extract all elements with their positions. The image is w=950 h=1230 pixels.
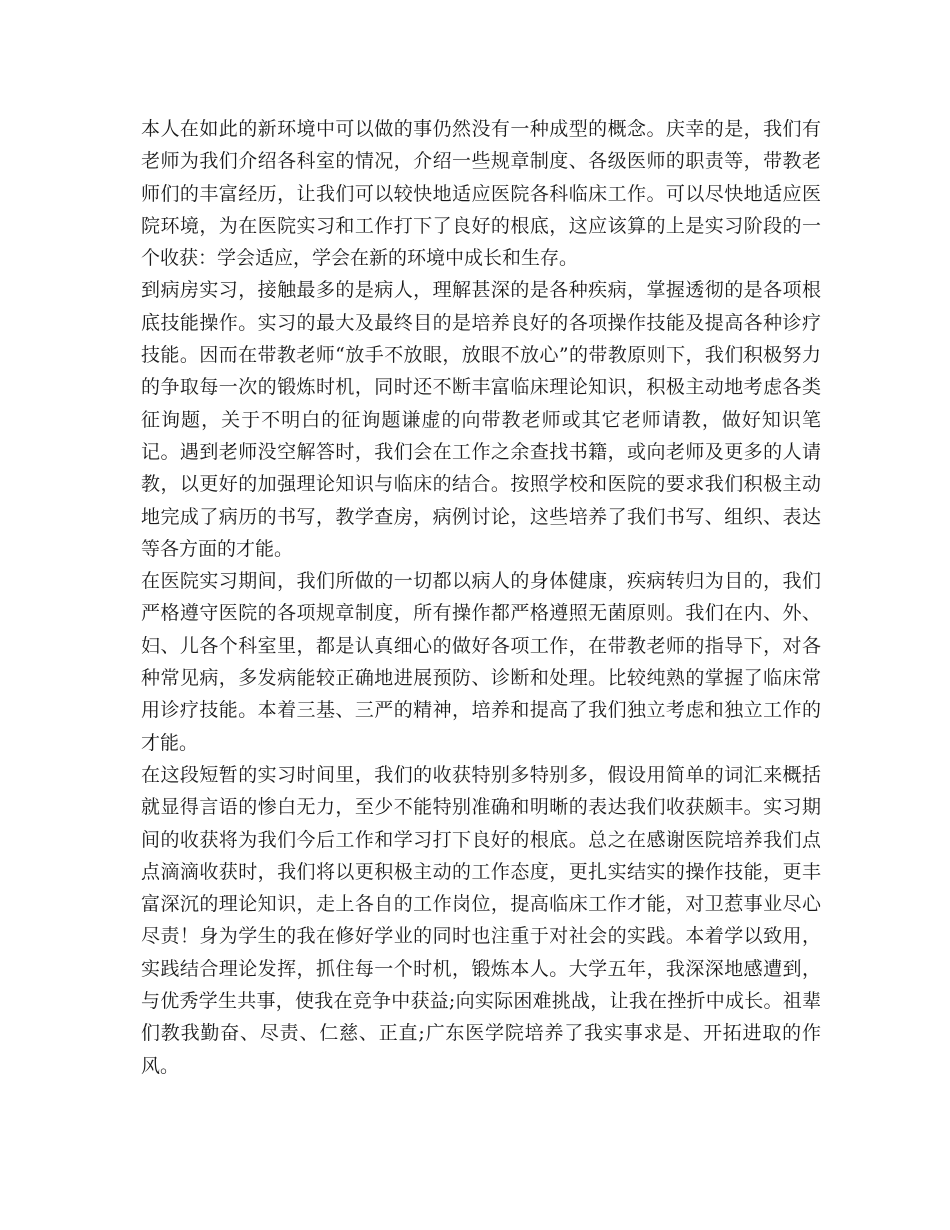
- paragraph-1: 本人在如此的新环境中可以做的事仍然没有一种成型的概念。庆幸的是，我们有老师为我们介绍各科室的情况，介绍一些规章制度、各级医师的职责等，带教老师们的丰富经历，让我们可以较快地适应医院各科临床工作。可以尽快地适应医院环境，为在医院实习和工作打下了良好的根底，这应该算的上是实习阶段的一个收获：学会适应，学会在新的环境中成长和生存。: [141, 118, 821, 270]
- paragraph-3: 在医院实习期间，我们所做的一切都以病人的身体健康，疾病转归为目的，我们严格遵守医院的各项规章制度，所有操作都严格遵照无菌原则。我们在内、外、妇、儿各个科室里，都是认真细心的做好各项工作，在带教老师的指导下，对各种常见病，多发病能较正确地进展预防、诊断和处理。比较纯熟的掌握了临床常用诊疗技能。本着三基、三严的精神，培养和提高了我们独立考虑和独立工作的才能。: [141, 570, 821, 754]
- document-body: [141, 113, 821, 1082]
- paragraph-2: 到病房实习，接触最多的是病人，理解甚深的是各种疾病，掌握透彻的是各项根底技能操作。实习的最大及最终目的是培养良好的各项操作技能及提高各种诊疗技能。因而在带教老师“放手不放眼，放眼不放心”的带教原则下，我们积极努力的争取每一次的锻炼时机，同时还不断丰富临床理论知识，积极主动地考虑各类征询题，关于不明白的征询题谦虚的向带教老师或其它老师请教，做好知识笔记。遇到老师没空解答时，我们会在工作之余查找书籍，或向老师及更多的人请教，以更好的加强理论知识与临床的结合。按照学校和医院的要求我们积极主动地完成了病历的书写，教学查房，病例讨论，这些培养了我们书写、组织、表达等各方面的才能。: [141, 279, 821, 560]
- paragraph-4: 在这段短暂的实习时间里，我们的收获特别多特别多，假设用简单的词汇来概括就显得言语的惨白无力，至少不能特别准确和明晰的表达我们收获颇丰。实习期间的收获将为我们今后工作和学习打下良好的根底。总之在感谢医院培养我们点点滴滴收获时，我们将以更积极主动的工作态度，更扎实结实的操作技能，更丰富深沉的理论知识，走上各自的工作岗位，提高临床工作才能，对卫惹事业尽心尽责！身为学生的我在修好学业的同时也注重于对社会的实践。本着学以致用，实践结合理论发挥，抓住每一个时机，锻炼本人。大学五年，我深深地感遭到，与优秀学生共事，使我在竞争中获益;向实际困难挑战，让我在挫折中成长。祖辈们教我勤奋、尽责、仁慈、正直;广东医学院培养了我实事求是、开拓进取的作风。: [141, 763, 821, 1077]
